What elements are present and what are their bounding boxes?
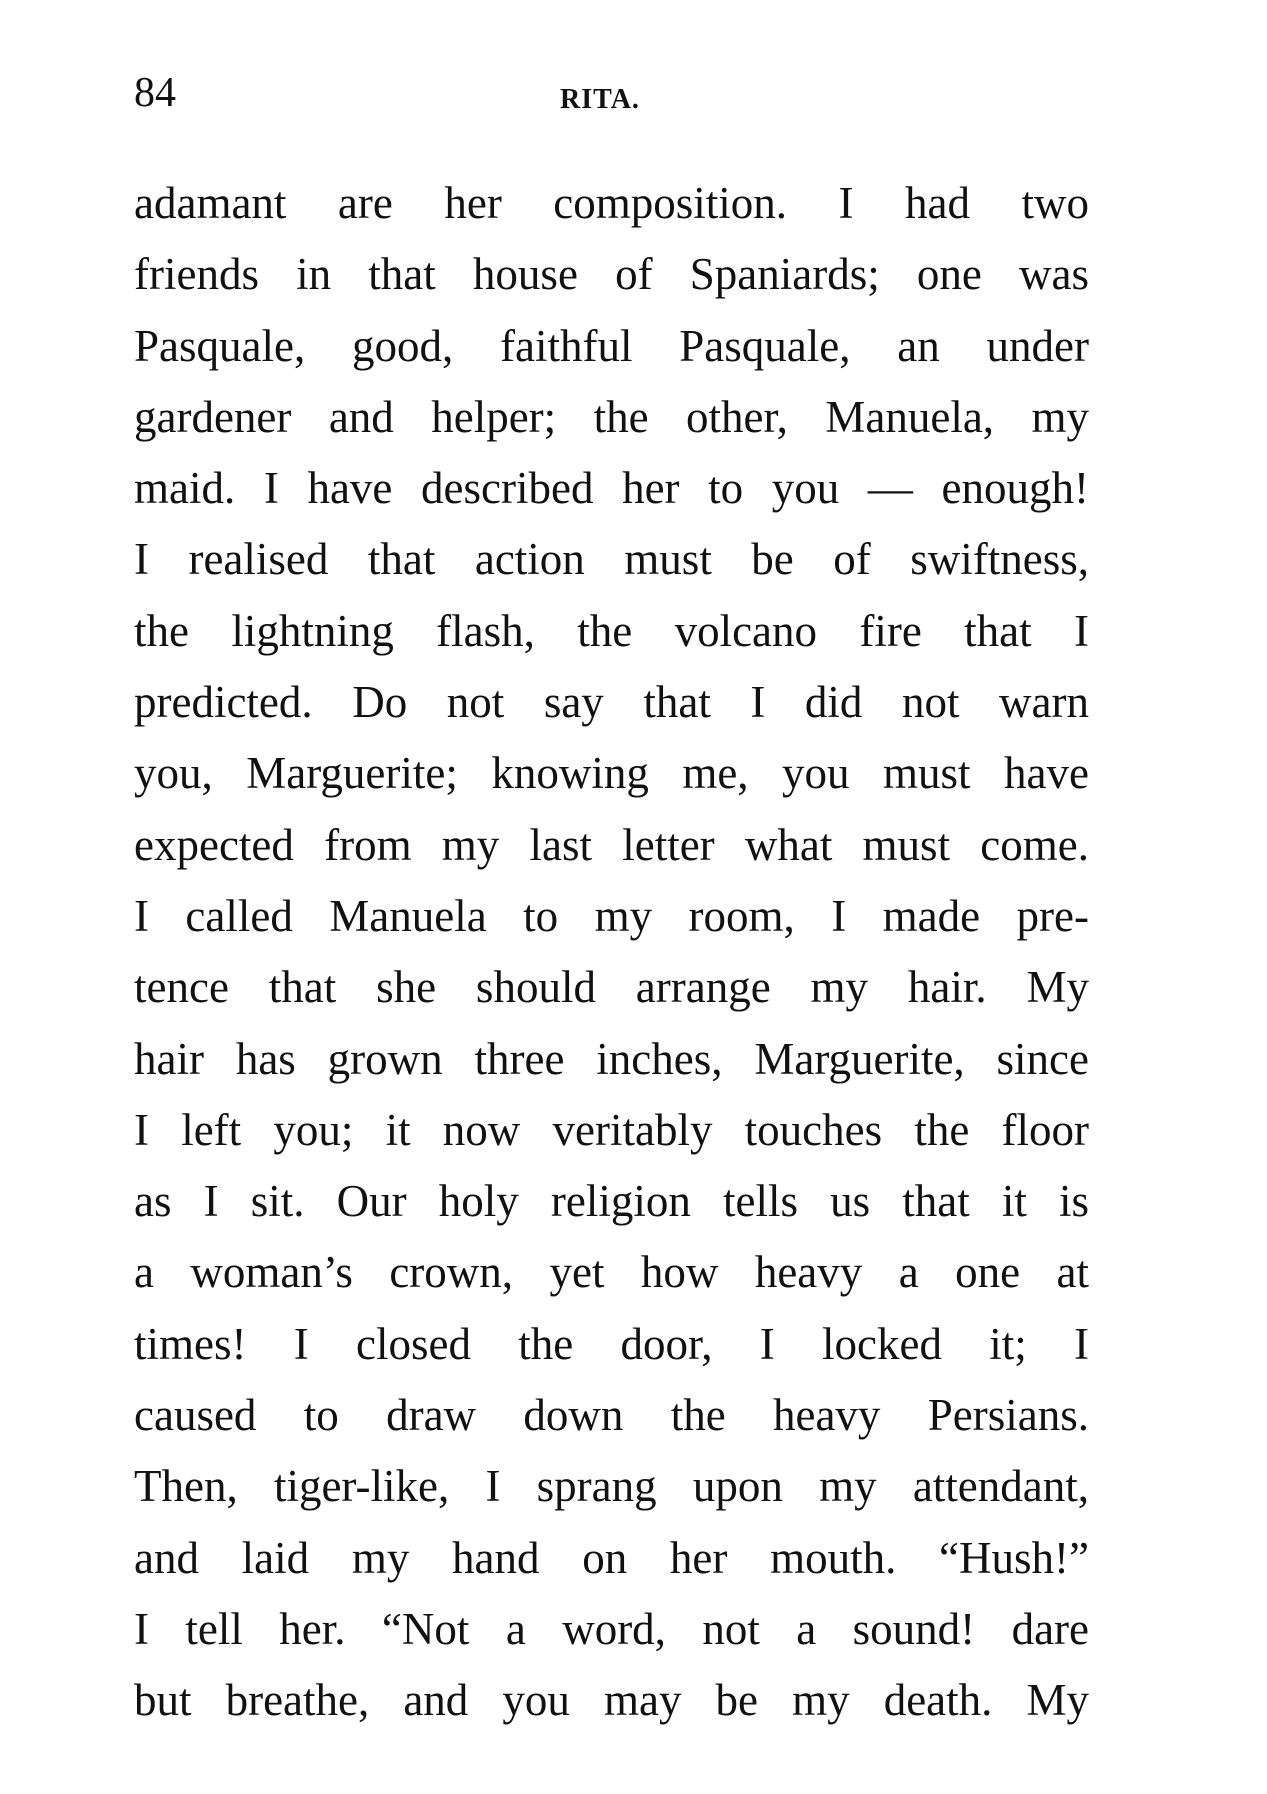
text-line: friends in that house of Spaniards; one was: [134, 249, 1089, 300]
text-line: a woman’s crown, yet how heavy a one at: [134, 1247, 1089, 1298]
page-number: 84: [134, 70, 176, 116]
text-line: and laid my hand on her mouth. “Hush!”: [134, 1532, 1089, 1583]
text-line: predicted. Do not say that I did not warn: [134, 677, 1089, 728]
text-line: caused to draw down the heavy Persians.: [134, 1390, 1089, 1441]
text-line: I realised that action must be of swiftness,: [134, 534, 1089, 585]
text-line: the lightning flash, the volcano fire that I: [134, 605, 1089, 656]
text-line: expected from my last letter what must come.: [134, 819, 1089, 870]
text-line: Pasquale, good, faithful Pasquale, an under: [134, 320, 1089, 371]
text-line: maid. I have described her to you — enough!: [134, 463, 1089, 514]
text-line: you, Marguerite; knowing me, you must have: [134, 748, 1089, 799]
running-title: RITA.: [560, 84, 640, 115]
body-text: [134, 168, 1089, 1737]
text-line: tence that she should arrange my hair. My: [134, 962, 1089, 1013]
text-line: I tell her. “Not a word, not a sound! dare: [134, 1603, 1089, 1654]
text-line: I called Manuela to my room, I made pre-: [134, 890, 1089, 941]
text-line: I left you; it now veritably touches the floor: [134, 1104, 1089, 1155]
text-line: adamant are her composition. I had two: [134, 178, 1089, 228]
text-line: times! I closed the door, I locked it; I: [134, 1318, 1089, 1369]
text-line: Then, tiger-like, I sprang upon my attendant,: [134, 1461, 1089, 1512]
text-line: as I sit. Our holy religion tells us that it is: [134, 1176, 1089, 1227]
text-line: hair has grown three inches, Marguerite, since: [134, 1033, 1089, 1084]
text-line: but breathe, and you may be my death. My: [134, 1675, 1089, 1726]
text-line: gardener and helper; the other, Manuela, my: [134, 391, 1089, 442]
